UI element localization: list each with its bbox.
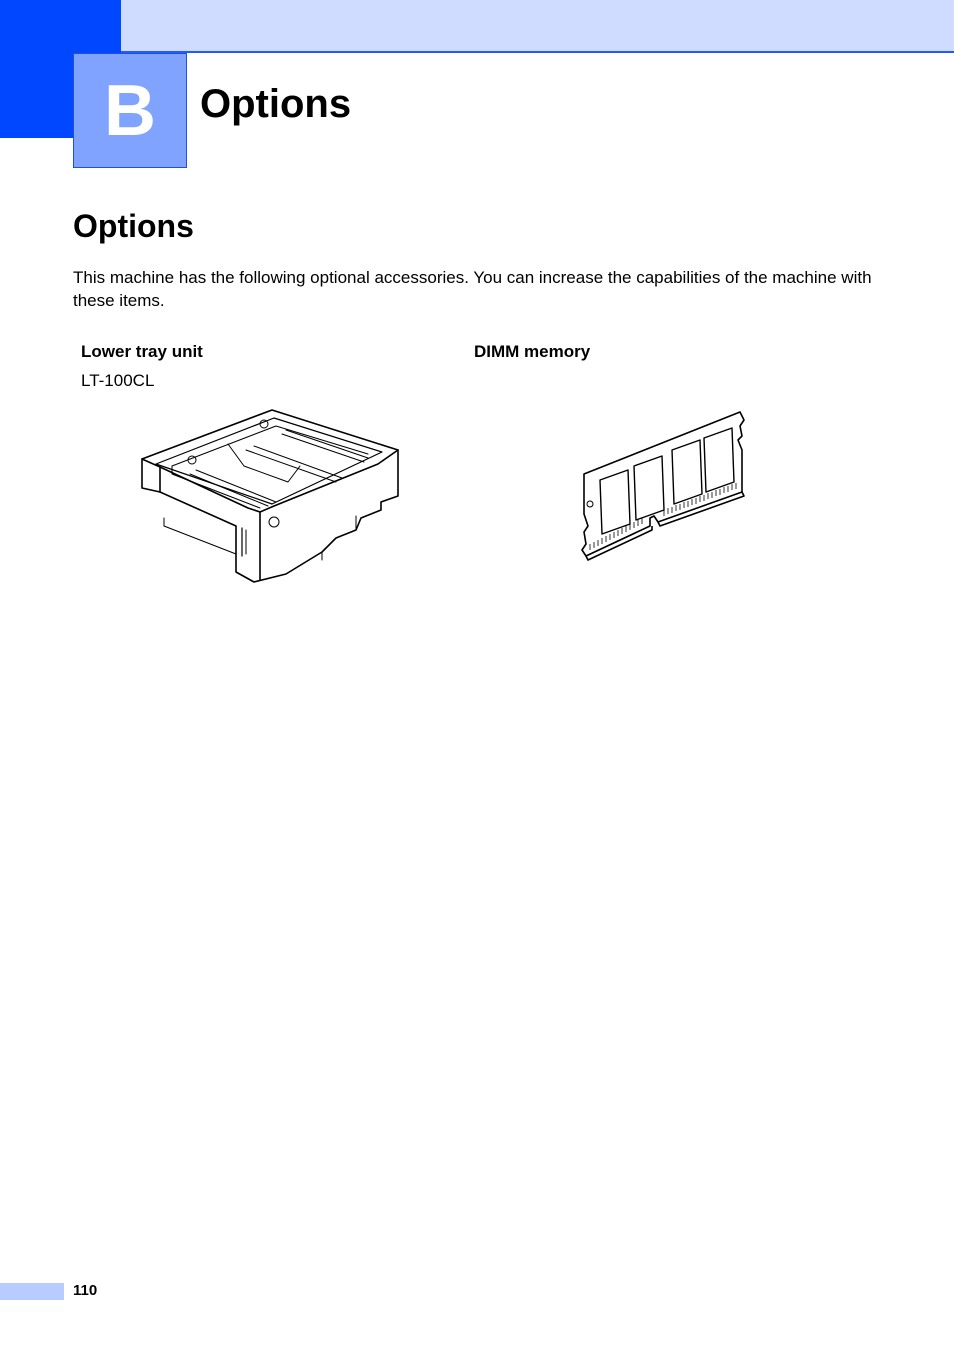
dimm-memory-illustration bbox=[578, 404, 750, 564]
footer-tab bbox=[0, 1283, 64, 1300]
chapter-letter: B bbox=[104, 70, 156, 151]
chapter-title: Options bbox=[200, 82, 352, 126]
chapter-letter-box bbox=[73, 53, 187, 168]
lower-tray-unit-illustration bbox=[136, 404, 406, 586]
intro-paragraph: This machine has the following optional accessories. You can increase the capabilities of the machine with these items. bbox=[73, 268, 872, 310]
page-number: 110 bbox=[73, 1282, 98, 1299]
lower-tray-model: LT-100CL bbox=[81, 371, 155, 390]
lower-tray-heading: Lower tray unit bbox=[81, 342, 203, 361]
dimm-memory-heading: DIMM memory bbox=[474, 342, 591, 361]
header-band bbox=[121, 0, 954, 53]
section-title: Options bbox=[73, 208, 194, 244]
